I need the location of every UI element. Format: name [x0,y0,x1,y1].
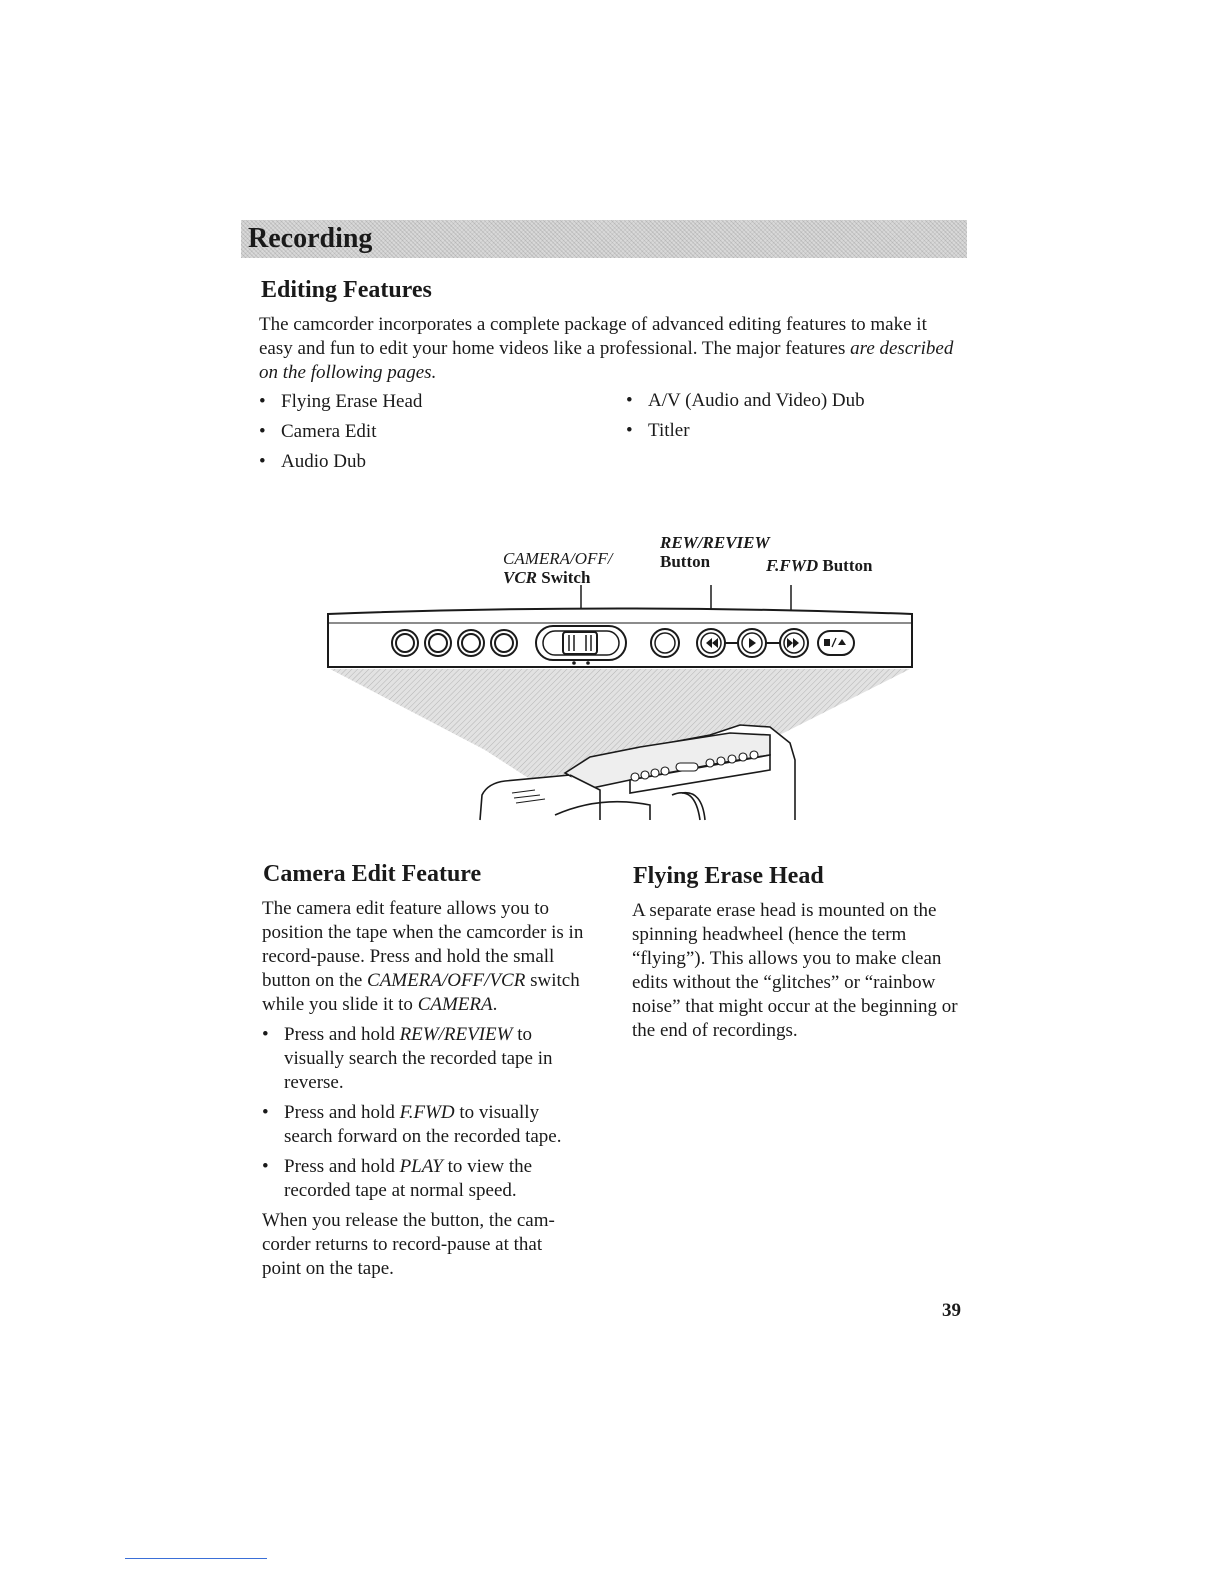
editing-intro: The camcorder incorporates a complete package of advanced editing features to make it easy and fun to edit your home videos like a professional. The major features are described on the following pages. [259,314,954,383]
rew-button [697,629,725,657]
camcorder-control-diagram [300,585,940,825]
footer-rule [125,1558,267,1559]
switch-label: CAMERA/OFF/ VCR Switch [503,549,613,587]
list-item: • A/V (Audio and Video) Dub [626,389,966,413]
stop-eject-button [818,631,854,655]
list-item: • Press and hold REW/REVIEW to visually search the recorded tape in reverse. [262,1023,582,1095]
rew-label: REW/REVIEW Button [660,533,770,571]
list-item: • Camera Edit [259,420,599,444]
camera-edit-closing: When you release the button, the cam-corder returns to record-pause at that point on the tape. [262,1210,555,1279]
features-list-right [626,389,966,443]
list-item: • Titler [626,419,966,443]
flying-erase-text: A separate erase head is mounted on the spinning headwheel (hence the term “flying”). This allows you to make clean edits without the “glitches” or “rainbow noise” that might occur at the beginning or the end of recordings. [632,900,958,1041]
play-button [738,629,766,657]
ffwd-label: F.FWD Button [766,556,873,575]
list-item: • Press and hold F.FWD to visually search forward on the recorded tape. [262,1101,582,1149]
ffwd-button [780,629,808,657]
camera-edit-steps [262,1023,582,1203]
camera-edit-heading: Camera Edit Feature [263,861,482,887]
list-item: • Audio Dub [259,450,599,474]
flying-erase-heading: Flying Erase Head [633,863,824,889]
page-number: 39 [942,1300,961,1321]
camera-edit-intro: The camera edit feature allows you to position the tape when the camcorder is in record-pause. Press and hold the small button on the CAMERA/OFF/VCR switch while you slide it to CAMERA. [262,898,584,1015]
features-list-left [259,390,599,474]
section-title: Recording [248,223,373,254]
editing-features-heading: Editing Features [261,277,432,303]
camera-off-vcr-switch [536,626,626,665]
list-item: • Press and hold PLAY to view the recorded tape at normal speed. [262,1155,582,1203]
list-item: • Flying Erase Head [259,390,599,414]
